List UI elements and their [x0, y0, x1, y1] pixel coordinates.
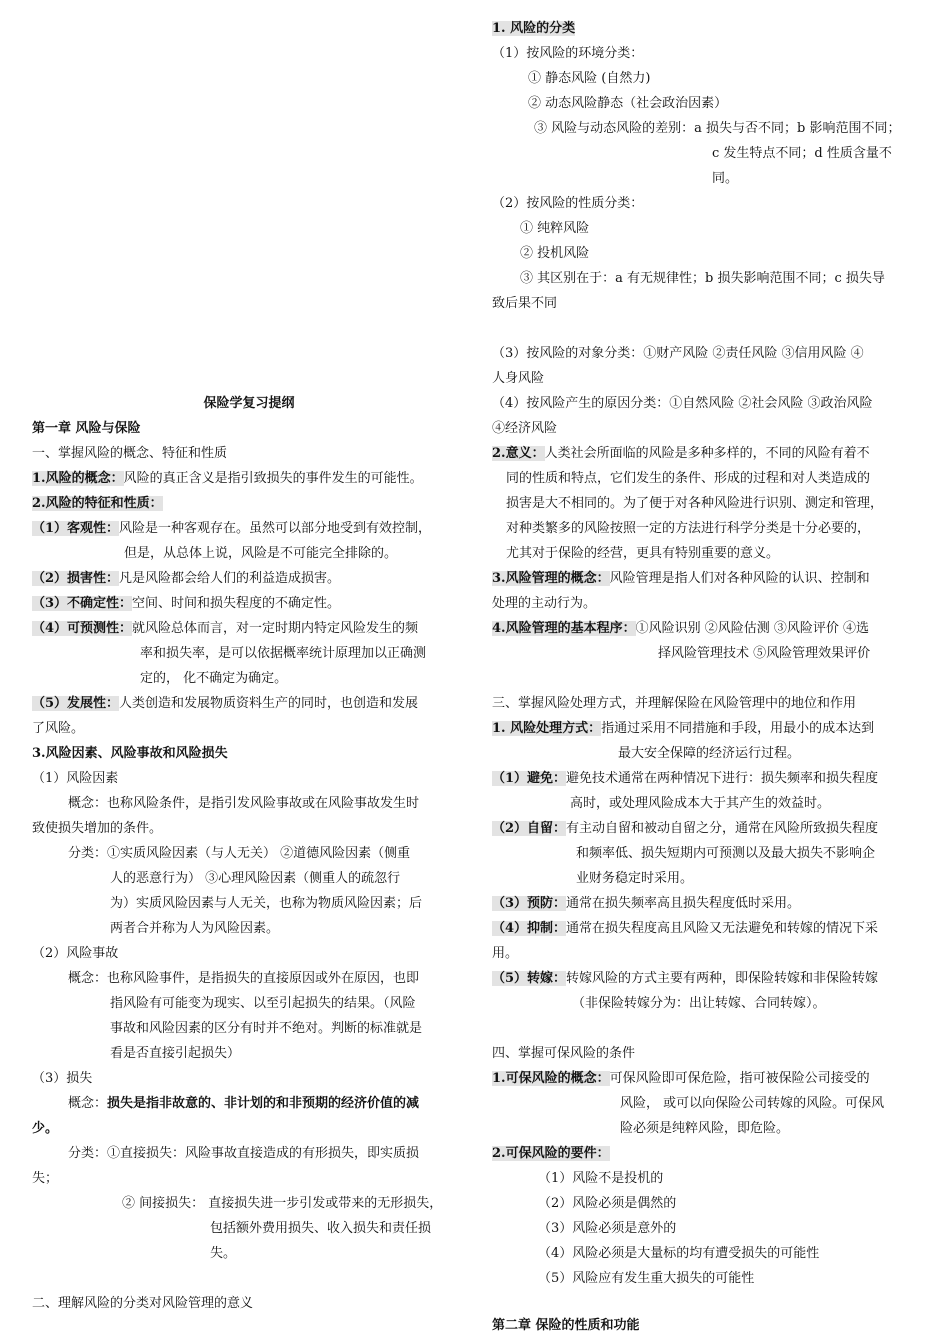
risk-event-concept-3: 事故和风险因素的区分有时并不绝对。判断的标准就是 — [110, 1021, 423, 1036]
loss-concept-text-2: 少。 — [32, 1121, 59, 1136]
feature-objective-text: 风险是一种客观存在。虽然可以部分地受到有效控制， — [119, 521, 432, 536]
feature-harmful-label: （2）损害性： — [32, 571, 120, 586]
method-suppress — [492, 920, 924, 945]
method-avoid-text-2: 高时，或处理风险成本大于其产生的效益时。 — [570, 796, 831, 811]
indirect-loss-3: 失。 — [210, 1246, 237, 1261]
insurable-risk — [492, 1070, 924, 1095]
chapter-1-heading: 第一章 风险与保险 — [32, 421, 141, 436]
method-transfer-text: 转嫁风险的方式主要有两种，即保险转嫁和非保险转嫁 — [566, 971, 879, 986]
handling-method-text-2: 最大安全保障的经济运行过程。 — [618, 746, 801, 761]
indirect-loss-2: 包括额外费用损失、收入损失和责任损 — [210, 1221, 432, 1236]
method-suppress-label: （4）抑制： — [492, 921, 567, 936]
by-environment-title: （1）按风险的环境分类： — [492, 46, 644, 61]
by-object: （3）按风险的对象分类：①财产风险 ②责任风险 ③信用风险 ④ — [492, 346, 864, 361]
feature-uncertain-text: 空间、时间和损失程度的不确定性。 — [132, 596, 341, 611]
feature-uncertain — [32, 595, 466, 620]
environment-difference: ③ 风险与动态风险的差别：a 损失与否不同；b 影响范围不同； — [534, 121, 901, 136]
feature-predictable-text-3: 定的， 化不确定为确定。 — [140, 671, 288, 686]
loss-concept-prefix: 概念： — [68, 1096, 108, 1111]
indirect-loss: ② 间接损失： 直接损失进一步引发或带来的无形损失， — [122, 1196, 443, 1211]
loss-classes-2: 失； — [32, 1171, 59, 1186]
risk-management — [492, 570, 924, 595]
basic-procedure-label: 4.风险管理的基本程序： — [492, 621, 636, 636]
method-transfer-text-2: （非保险转嫁分为：出让转嫁、合同转嫁）。 — [572, 996, 826, 1011]
risk-management-label: 3.风险管理的概念： — [492, 571, 610, 586]
feature-predictable-label: （4）可预测性： — [32, 621, 133, 636]
requirement-item: （4）风险必须是大量标的均有遭受损失的可能性 — [538, 1246, 820, 1261]
method-retain-text-2: 和频率低、损失短期内可预测以及最大损失不影响企 — [576, 846, 876, 861]
chapter-2-heading: 第二章 保险的性质和功能 — [492, 1318, 640, 1333]
handling-method-text: 指通过采用不同措施和手段，用最小的成本达到 — [601, 721, 875, 736]
feature-developing-text: 人类创造和发展物质资料生产的同时，也创造和发展 — [119, 696, 419, 711]
section-1-heading: 一、掌握风险的概念、特征和性质 — [32, 446, 228, 461]
classification-heading — [492, 20, 924, 45]
section-3-heading: 三、掌握风险处理方式，并理解保险在风险管理中的地位和作用 — [492, 696, 857, 711]
feature-harmful-text: 凡是风险都会给人们的利益造成损害。 — [119, 571, 341, 586]
risk-factor-concept-2: 致使损失增加的条件。 — [32, 821, 163, 836]
risk-factor-classes-2: 人的恶意行为） ③心理风险因素（侧重人的疏忽行 — [110, 871, 401, 886]
requirement-item: （5）风险应有发生重大损失的可能性 — [538, 1271, 755, 1286]
risk-features-heading — [32, 495, 466, 520]
loss-classes: 分类：①直接损失：风险事故直接造成的有形损失，即实质损 — [68, 1146, 420, 1161]
risk-features-label: 2.风险的特征和性质： — [32, 496, 163, 511]
meaning-label: 2.意义： — [492, 446, 545, 461]
feature-developing — [32, 695, 466, 720]
feature-objective — [32, 520, 466, 545]
static-risk: ① 静态风险 (自然力) — [528, 71, 651, 86]
risk-factor-classes-3: 为）实质风险因素与人无关，也称为物质风险因素；后 — [110, 896, 423, 911]
risk-concept — [32, 470, 466, 495]
environment-difference-3: 同。 — [712, 171, 739, 186]
meaning-text-3: 损害是大不相同的。为了便于对各种风险进行识别、测定和管理， — [506, 496, 884, 511]
risk-concept-label: 1.风险的概念： — [32, 471, 124, 486]
method-suppress-text-2: 用。 — [492, 946, 519, 961]
meaning-text-2: 同的性质和特点，它们发生的条件、形成的过程和对人类造成的 — [506, 471, 871, 486]
by-nature-title: （2）按风险的性质分类： — [492, 196, 644, 211]
insurable-requirements-label: 2.可保风险的要件： — [492, 1146, 610, 1161]
nature-difference-2: 致后果不同 — [492, 296, 558, 311]
loss-concept — [32, 1095, 466, 1120]
environment-difference-2: c 发生特点不同；d 性质含量不 — [712, 146, 892, 161]
method-retain — [492, 820, 924, 845]
feature-objective-label: （1）客观性： — [32, 521, 120, 536]
method-avoid-label: （1）避免： — [492, 771, 567, 786]
loss-title: （3）损失 — [32, 1071, 93, 1086]
insurable-risk-label: 1.可保风险的概念： — [492, 1071, 610, 1086]
feature-harmful — [32, 570, 466, 595]
basic-procedure-text-2: 择风险管理技术 ⑤风险管理效果评价 — [658, 646, 871, 661]
method-retain-text: 有主动自留和被动自留之分，通常在风险所致损失程度 — [566, 821, 879, 836]
requirement-item: （1）风险不是投机的 — [538, 1171, 664, 1186]
risk-factor-title: （1）风险因素 — [32, 771, 119, 786]
risk-factor-concept: 概念：也称风险条件，是指引发风险事故或在风险事故发生时 — [68, 796, 420, 811]
by-cause: （4）按风险产生的原因分类：①自然风险 ②社会风险 ③政治风险 — [492, 396, 873, 411]
feature-objective-text-2: 但是，从总体上说，风险是不可能完全排除的。 — [124, 546, 398, 561]
document-title: 保险学复习提纲 — [203, 396, 295, 411]
method-retain-text-3: 业财务稳定时采用。 — [576, 871, 694, 886]
risk-factors-heading: 3.风险因素、风险事故和风险损失 — [32, 746, 228, 761]
method-suppress-text: 通常在损失程度高且风险又无法避免和转嫁的情况下采 — [566, 921, 879, 936]
basic-procedure-text: ①风险识别 ②风险估测 ③风险评价 ④选 — [635, 621, 869, 636]
insurable-requirements — [492, 1145, 924, 1170]
meaning-text-4: 对种类繁多的风险按照一定的方法进行科学分类是十分必要的， — [506, 521, 871, 536]
risk-concept-text: 风险的真正含义是指引致损失的事件发生的可能性。 — [123, 471, 423, 486]
risk-factor-classes: 分类：①实质风险因素（与人无关） ②道德风险因素（侧重 — [68, 846, 411, 861]
method-prevent — [492, 895, 924, 920]
risk-management-text: 风险管理是指人们对各种风险的认识、控制和 — [609, 571, 870, 586]
insurable-risk-text-2: 风险， 或可以向保险公司转嫁的风险。可保风 — [620, 1096, 885, 1111]
feature-uncertain-label: （3）不确定性： — [32, 596, 133, 611]
basic-procedure — [492, 620, 924, 645]
by-object-2: 人身风险 — [492, 371, 545, 386]
feature-predictable-text-2: 率和损失率，是可以依据概率统计原理加以正确测 — [140, 646, 427, 661]
risk-event-title: （2）风险事故 — [32, 946, 119, 961]
meaning-text: 人类社会所面临的风险是多种多样的，不同的风险有着不 — [544, 446, 870, 461]
nature-difference: ③ 其区别在于：a 有无规律性；b 损失影响范围不同；c 损失导 — [520, 271, 885, 286]
risk-event-concept: 概念：也称风险事件，是指损失的直接原因或外在原因，也即 — [68, 971, 420, 986]
feature-developing-label: （5）发展性： — [32, 696, 120, 711]
meaning — [492, 445, 924, 470]
risk-management-text-2: 处理的主动行为。 — [492, 596, 597, 611]
feature-predictable — [32, 620, 466, 645]
feature-developing-text-2: 了风险。 — [32, 721, 85, 736]
method-prevent-text: 通常在损失频率高且损失程度低时采用。 — [566, 896, 801, 911]
handling-method — [492, 720, 924, 745]
section-4-heading: 四、掌握可保风险的条件 — [492, 1046, 636, 1061]
feature-predictable-text: 就风险总体而言，对一定时期内特定风险发生的频 — [132, 621, 419, 636]
method-avoid — [492, 770, 924, 795]
classification-label: 1. 风险的分类 — [492, 21, 576, 36]
risk-event-concept-2: 指风险有可能变为现实、以至引起损失的结果。（风险 — [110, 996, 416, 1011]
requirement-item: （3）风险必须是意外的 — [538, 1221, 677, 1236]
dynamic-risk: ② 动态风险静态（社会政治因素） — [528, 96, 728, 111]
section-2-heading: 二、理解风险的分类对风险管理的意义 — [32, 1296, 254, 1311]
by-cause-2: ④经济风险 — [492, 421, 558, 436]
method-avoid-text: 避免技术通常在两种情况下进行：损失频率和损失程度 — [566, 771, 879, 786]
speculative-risk: ② 投机风险 — [520, 246, 590, 261]
meaning-text-5: 尤其对于保险的经营，更具有特别重要的意义。 — [506, 546, 780, 561]
requirement-item: （2）风险必须是偶然的 — [538, 1196, 677, 1211]
insurable-risk-text: 可保风险即可保危险，指可被保险公司接受的 — [609, 1071, 870, 1086]
risk-event-concept-4: 看是否直接引起损失） — [110, 1046, 241, 1061]
handling-method-label: 1. 风险处理方式： — [492, 721, 602, 736]
loss-concept-text: 损失是指非故意的、非计划的和非预期的经济价值的减 — [107, 1096, 420, 1111]
method-retain-label: （2）自留： — [492, 821, 567, 836]
method-transfer — [492, 970, 924, 995]
risk-factor-classes-4: 两者合并称为人为风险因素。 — [110, 921, 280, 936]
method-transfer-label: （5）转嫁： — [492, 971, 567, 986]
pure-risk: ① 纯粹风险 — [520, 221, 590, 236]
method-prevent-label: （3）预防： — [492, 896, 567, 911]
insurable-risk-text-3: 险必须是纯粹风险，即危险。 — [620, 1121, 790, 1136]
